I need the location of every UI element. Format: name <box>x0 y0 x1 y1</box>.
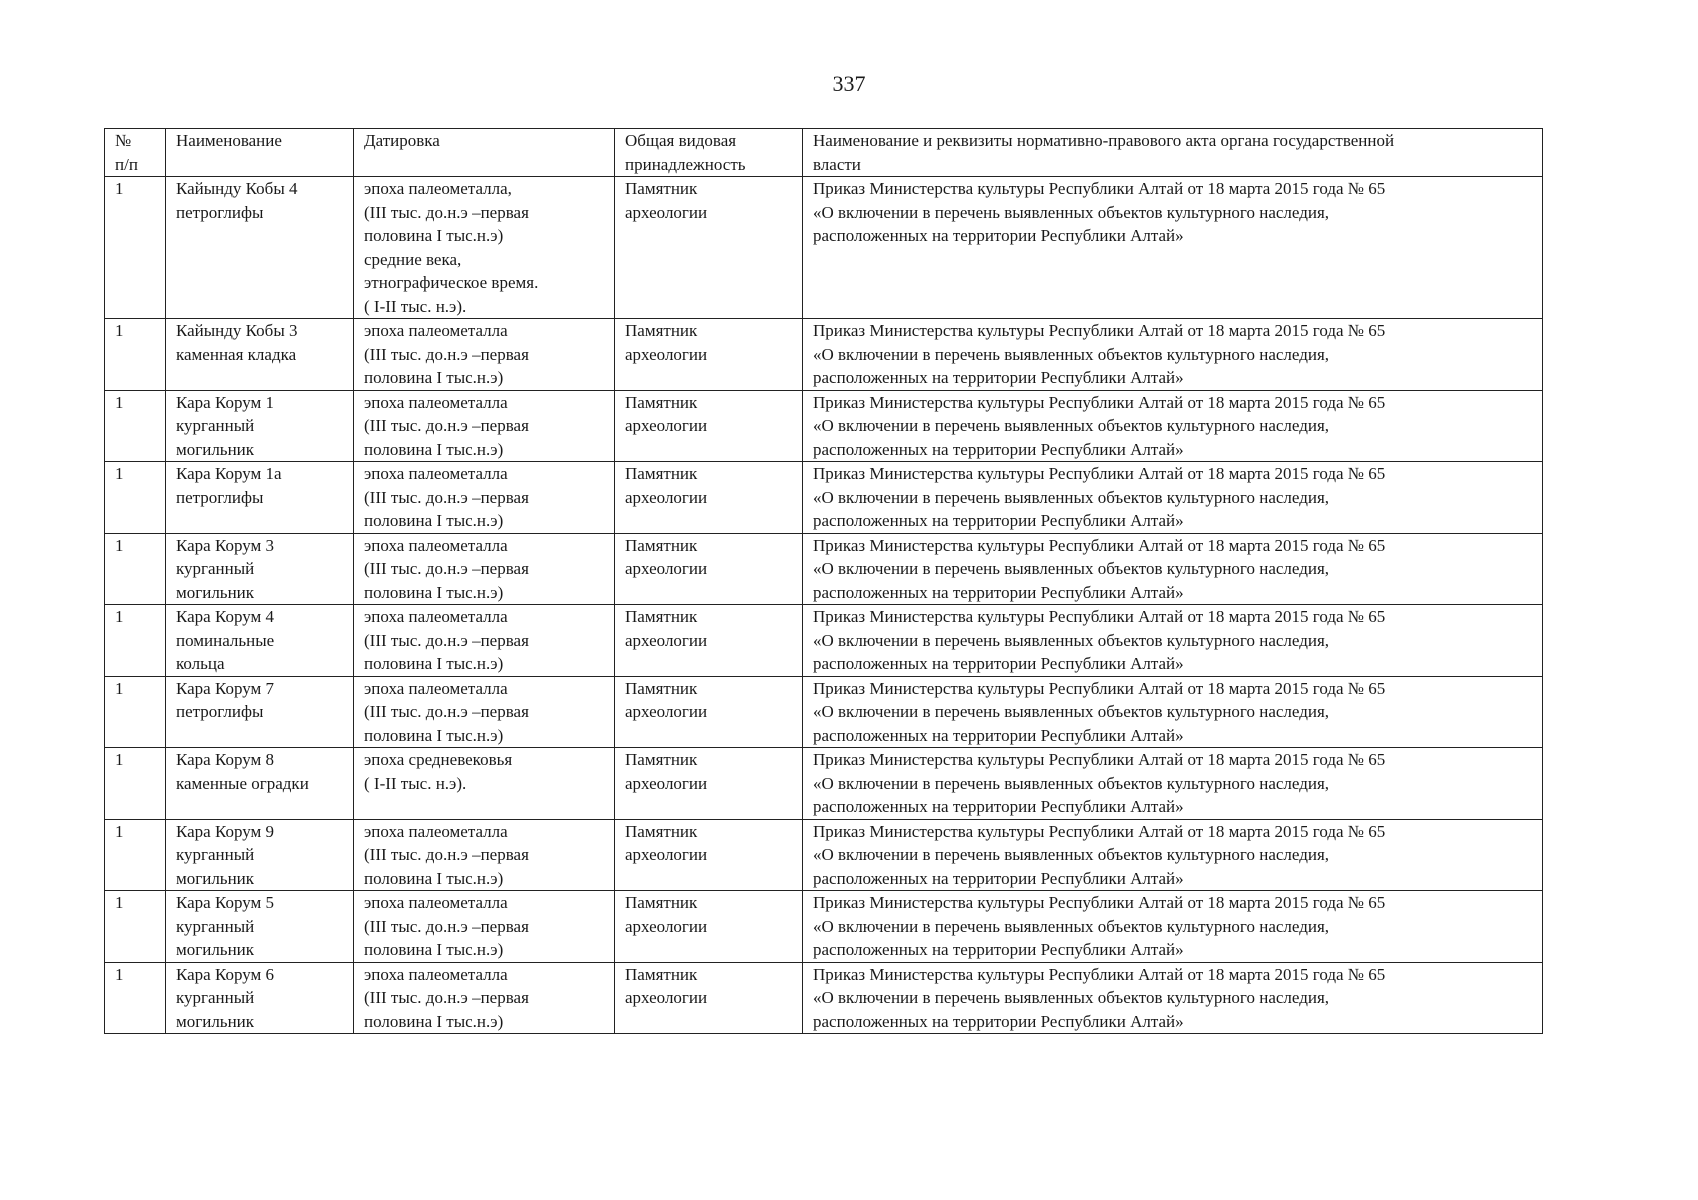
cell-dating: эпоха палеометалла (III тыс. до.н.э –первая половина I тыс.н.э) <box>354 676 615 748</box>
header-number: № п/п <box>105 129 166 177</box>
cell-name: Кара Корум 8 каменные оградки <box>166 748 354 820</box>
cell-dating: эпоха палеометалла (III тыс. до.н.э –первая половина I тыс.н.э) <box>354 533 615 605</box>
header-name: Наименование <box>166 129 354 177</box>
cell-type: Памятник археологии <box>615 177 803 319</box>
cell-number: 1 <box>105 748 166 820</box>
table-row <box>105 177 1543 319</box>
table-row <box>105 891 1543 963</box>
cell-number: 1 <box>105 676 166 748</box>
cell-type: Памятник археологии <box>615 962 803 1034</box>
cell-name: Кара Корум 5 курганный могильник <box>166 891 354 963</box>
cell-type: Памятник археологии <box>615 676 803 748</box>
table-row <box>105 605 1543 677</box>
cell-number: 1 <box>105 390 166 462</box>
header-dating: Датировка <box>354 129 615 177</box>
cell-legal-act: Приказ Министерства культуры Республики Алтай от 18 марта 2015 года № 65 «О включении в перечень выявленных объектов культурного наследия, расположенных на территории Республики Алтай» <box>803 748 1543 820</box>
cell-number: 1 <box>105 605 166 677</box>
cell-number: 1 <box>105 891 166 963</box>
cell-type: Памятник археологии <box>615 891 803 963</box>
header-legal-act: Наименование и реквизиты нормативно-правового акта органа государственной власти <box>803 129 1543 177</box>
table-row <box>105 390 1543 462</box>
table-row <box>105 819 1543 891</box>
cell-type: Памятник археологии <box>615 533 803 605</box>
table-row <box>105 962 1543 1034</box>
cell-legal-act: Приказ Министерства культуры Республики Алтай от 18 марта 2015 года № 65 «О включении в перечень выявленных объектов культурного наследия, расположенных на территории Республики Алтай» <box>803 319 1543 391</box>
cell-type: Памятник археологии <box>615 605 803 677</box>
cell-dating: эпоха палеометалла, (III тыс. до.н.э –первая половина I тыс.н.э) средние века, этнографическое время. ( I-II тыс. н.э). <box>354 177 615 319</box>
cell-name: Кара Корум 1 курганный могильник <box>166 390 354 462</box>
table-header-row <box>105 129 1543 177</box>
cell-legal-act: Приказ Министерства культуры Республики Алтай от 18 марта 2015 года № 65 «О включении в перечень выявленных объектов культурного наследия, расположенных на территории Республики Алтай» <box>803 605 1543 677</box>
cell-number: 1 <box>105 962 166 1034</box>
cell-legal-act: Приказ Министерства культуры Республики Алтай от 18 марта 2015 года № 65 «О включении в перечень выявленных объектов культурного наследия, расположенных на территории Республики Алтай» <box>803 177 1543 319</box>
cell-type: Памятник археологии <box>615 819 803 891</box>
cell-legal-act: Приказ Министерства культуры Республики Алтай от 18 марта 2015 года № 65 «О включении в перечень выявленных объектов культурного наследия, расположенных на территории Республики Алтай» <box>803 891 1543 963</box>
table-row <box>105 319 1543 391</box>
cell-dating: эпоха палеометалла (III тыс. до.н.э –первая половина I тыс.н.э) <box>354 390 615 462</box>
cell-legal-act: Приказ Министерства культуры Республики Алтай от 18 марта 2015 года № 65 «О включении в перечень выявленных объектов культурного наследия, расположенных на территории Республики Алтай» <box>803 819 1543 891</box>
cell-legal-act: Приказ Министерства культуры Республики Алтай от 18 марта 2015 года № 65 «О включении в перечень выявленных объектов культурного наследия, расположенных на территории Республики Алтай» <box>803 533 1543 605</box>
cell-name: Кара Корум 6 курганный могильник <box>166 962 354 1034</box>
cell-legal-act: Приказ Министерства культуры Республики Алтай от 18 марта 2015 года № 65 «О включении в перечень выявленных объектов культурного наследия, расположенных на территории Республики Алтай» <box>803 962 1543 1034</box>
cell-legal-act: Приказ Министерства культуры Республики Алтай от 18 марта 2015 года № 65 «О включении в перечень выявленных объектов культурного наследия, расположенных на территории Республики Алтай» <box>803 676 1543 748</box>
cell-type: Памятник археологии <box>615 462 803 534</box>
cell-name: Кайынду Кобы 4 петроглифы <box>166 177 354 319</box>
cell-legal-act: Приказ Министерства культуры Республики Алтай от 18 марта 2015 года № 65 «О включении в перечень выявленных объектов культурного наследия, расположенных на территории Республики Алтай» <box>803 462 1543 534</box>
cell-dating: эпоха палеометалла (III тыс. до.н.э –первая половина I тыс.н.э) <box>354 962 615 1034</box>
table-row <box>105 533 1543 605</box>
page-number: 337 <box>832 71 866 96</box>
cell-dating: эпоха палеометалла (III тыс. до.н.э –первая половина I тыс.н.э) <box>354 605 615 677</box>
cell-number: 1 <box>105 819 166 891</box>
table-row <box>105 676 1543 748</box>
cell-name: Кара Корум 1а петроглифы <box>166 462 354 534</box>
cell-type: Памятник археологии <box>615 748 803 820</box>
cell-dating: эпоха палеометалла (III тыс. до.н.э –первая половина I тыс.н.э) <box>354 819 615 891</box>
table-row <box>105 748 1543 820</box>
cell-dating: эпоха палеометалла (III тыс. до.н.э –первая половина I тыс.н.э) <box>354 891 615 963</box>
cell-dating: эпоха средневековья ( I-II тыс. н.э). <box>354 748 615 820</box>
cell-name: Кара Корум 7 петроглифы <box>166 676 354 748</box>
table-row <box>105 462 1543 534</box>
cell-type: Памятник археологии <box>615 390 803 462</box>
header-type: Общая видовая принадлежность <box>615 129 803 177</box>
cell-number: 1 <box>105 319 166 391</box>
cell-number: 1 <box>105 462 166 534</box>
cell-name: Кара Корум 9 курганный могильник <box>166 819 354 891</box>
cell-type: Памятник археологии <box>615 319 803 391</box>
cell-name: Кара Корум 3 курганный могильник <box>166 533 354 605</box>
cell-dating: эпоха палеометалла (III тыс. до.н.э –первая половина I тыс.н.э) <box>354 319 615 391</box>
cell-number: 1 <box>105 177 166 319</box>
table-body <box>105 177 1543 1034</box>
cell-dating: эпоха палеометалла (III тыс. до.н.э –первая половина I тыс.н.э) <box>354 462 615 534</box>
cell-number: 1 <box>105 533 166 605</box>
heritage-objects-table <box>104 128 1543 1034</box>
cell-legal-act: Приказ Министерства культуры Республики Алтай от 18 марта 2015 года № 65 «О включении в перечень выявленных объектов культурного наследия, расположенных на территории Республики Алтай» <box>803 390 1543 462</box>
cell-name: Кайынду Кобы 3 каменная кладка <box>166 319 354 391</box>
cell-name: Кара Корум 4 поминальные кольца <box>166 605 354 677</box>
